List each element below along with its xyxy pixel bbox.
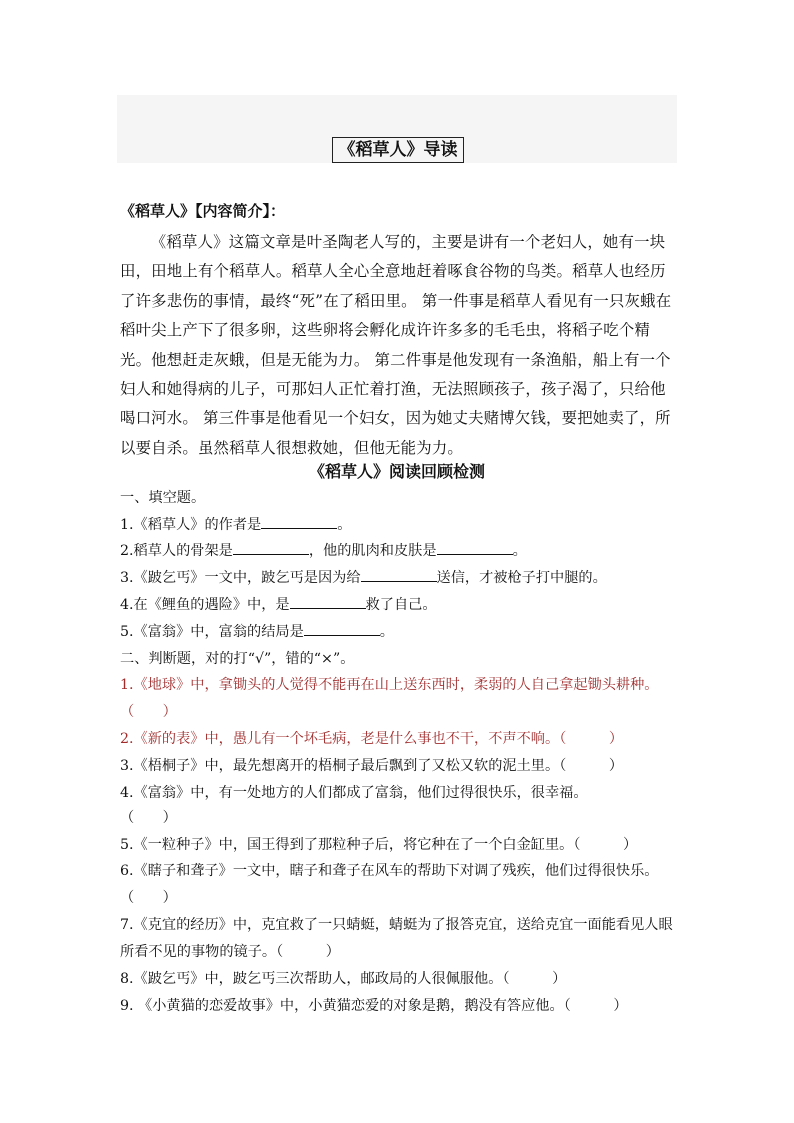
fill-q3-text: 3.《跛乞丐》一文中，跛乞丐是因为给 (120, 570, 361, 586)
answer-blank[interactable] (233, 540, 309, 555)
section1-heading: 一、填空题。 (120, 490, 206, 506)
page-title: 《稻草人》导读 (332, 137, 464, 163)
fill-q2-text: 2.稻草人的骨架是 (120, 543, 233, 559)
intro-paragraph: 《稻草人》这篇文章是叶圣陶老人写的，主要是讲有一个老妇人，她有一块田，田地上有个稻草人。稻草人全心全意地赶着啄食谷物的鸟类。稻草人也经历了许多悲伤的事情，最终“死”在了稻田里。 第一件事是稻草人看见有一只灰蛾在稻叶尖上产下了很多卵，这些卵将会孵化成许许多多的毛毛虫，将稻子吃个精光。他想赶走灰蛾，但是无能为力。 第二件事是他发现有一条渔船，船上有一个妇人和她得病的儿子，可那妇人正忙着打渔，无法照顾孩子，孩子渴了，只给他喝口河水。 第三件事是他看见一个妇女，因为她丈夫赌博欠钱，要把她卖了，所以要自杀。虽然稻草人很想救她，但他无能为力。 (120, 233, 672, 457)
quiz-title: 《稻草人》阅读回顾检测 (308, 462, 485, 481)
answer-blank[interactable] (290, 594, 366, 609)
answer-blank[interactable] (361, 567, 437, 582)
judge-question-4-paren[interactable]: （ ） (120, 810, 177, 826)
intro-label: 《稻草人》【内容简介】： (120, 202, 286, 220)
judge-question-4: 4.《富翁》中，有一处地方的人们都成了富翁，他们过得很快乐，很幸福。 (120, 785, 588, 801)
judge-question-6: 6.《瞎子和聋子》一文中，瞎子和聋子在风车的帮助下对调了残疾，他们过得很快乐。（ ） (120, 863, 659, 906)
judge-question-8: 8.《跛乞丐》中，跛乞丐三次帮助人，邮政局的人很佩服他。（ ） (120, 971, 567, 987)
judge-question-5: 5.《一粒种子》中，国王得到了那粒种子后，将它种在了一个白金缸里。（ ） (120, 837, 638, 853)
fill-question-2 (120, 538, 682, 565)
answer-blank[interactable] (437, 540, 513, 555)
fill-question-5 (120, 619, 682, 646)
judge-question-9: 9. 《小黄猫的恋爱故事》中，小黄猫恋爱的对象是鹅，鹅没有答应他。（ ） (120, 998, 628, 1014)
fill-q5-text: 5.《富翁》中，富翁的结局是 (120, 624, 304, 640)
fill-q2-mid: ，他的肌肉和皮肤是 (308, 543, 437, 559)
fill-q1-text: 1.《稻草人》的作者是 (120, 517, 262, 533)
section2-heading: 二、判断题，对的打“√”，错的“×”。 (120, 651, 355, 667)
judge-question-3: 3.《梧桐子》中，最先想离开的梧桐子最后飘到了又松又软的泥土里。（ ） (120, 758, 624, 774)
fill-q3-end: 送信，才被枪子打中腿的。 (436, 570, 607, 586)
judge-question-7: 7.《克宜的经历》中，克宜救了一只蜻蜓，蜻蜓为了报答克宜，送给克宜一面能看见人眼所看不见的事物的镜子。（ ） (120, 917, 673, 960)
fill-q1-end: 。 (337, 517, 352, 533)
fill-q4-text: 4.在《鲤鱼的遇险》中，是 (120, 597, 290, 613)
fill-question-3 (120, 565, 682, 592)
fill-question-4 (120, 592, 682, 619)
fill-q4-end: 救了自己。 (365, 597, 437, 613)
fill-q5-end: 。 (379, 624, 394, 640)
answer-blank[interactable] (261, 514, 337, 529)
fill-q2-end: 。 (512, 543, 527, 559)
answer-blank[interactable] (304, 621, 380, 636)
judge-question-1: 1.《地球》中，拿锄头的人觉得不能再在山上送东西时，柔弱的人自己拿起锄头耕种。（ ） (120, 677, 659, 720)
judge-question-2: 2.《新的表》中，愚儿有一个坏毛病，老是什么事也不干，不声不响。（ ） (120, 731, 624, 747)
fill-question-1 (120, 512, 682, 539)
